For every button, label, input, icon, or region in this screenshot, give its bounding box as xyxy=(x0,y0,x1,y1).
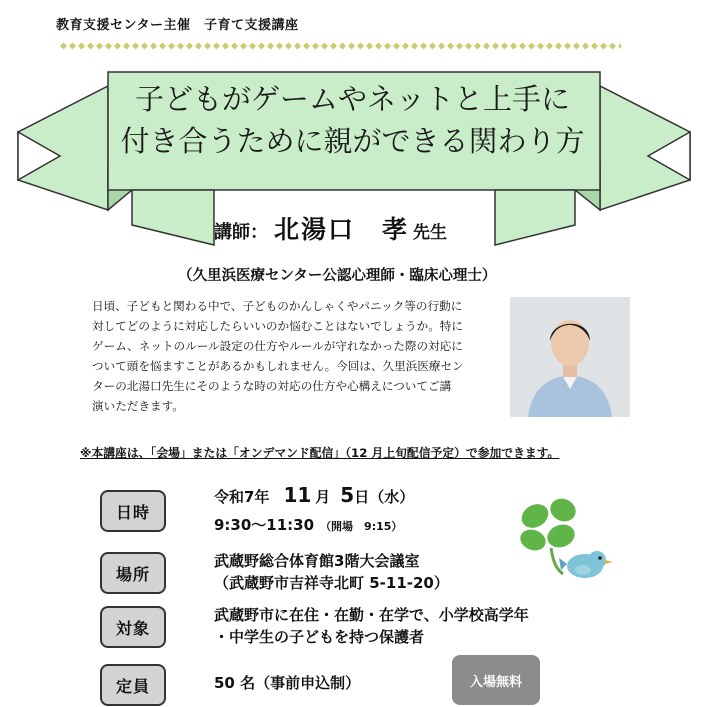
divider-dot xyxy=(582,43,589,50)
time-range: 9:30～11:30 xyxy=(214,516,315,534)
lecturer-name: 北湯口 孝 xyxy=(274,215,410,244)
target-line-2: ・中学生の子どもを持つ保護者 xyxy=(214,628,425,646)
divider-dot xyxy=(429,43,436,50)
divider-dot xyxy=(528,43,535,50)
divider-dot xyxy=(303,43,310,50)
divider-dot xyxy=(321,43,328,50)
divider-dot xyxy=(330,43,337,50)
divider-dot xyxy=(537,43,544,50)
divider-dot xyxy=(276,43,283,50)
divider-dot xyxy=(132,43,139,50)
description-line: ゲーム、ネットのルール設定の仕方やルールが守れなかった際の対応に xyxy=(92,339,463,353)
divider-dot xyxy=(465,43,472,50)
divider-dot xyxy=(312,43,319,50)
divider-dot xyxy=(618,43,621,50)
title-line-1: 子どもがゲームやネットと上手に xyxy=(134,82,570,116)
divider-dot xyxy=(573,43,580,50)
label-target: 対象 xyxy=(100,606,166,648)
title-line-2: 付き合うために親ができる関わり方 xyxy=(120,124,585,158)
divider-dot xyxy=(87,43,94,50)
divider-dot xyxy=(231,43,238,50)
date-month: 月 xyxy=(315,488,331,506)
date-day-num: 5 xyxy=(340,483,355,507)
divider-dot xyxy=(609,43,616,50)
place-address: （武蔵野市吉祥寺北町 5-11-20） xyxy=(214,574,449,592)
divider-dot xyxy=(600,43,607,50)
divider-dot xyxy=(456,43,463,50)
label-capacity: 定員 xyxy=(100,664,166,706)
divider-dot xyxy=(546,43,553,50)
lecturer-honorific: 先生 xyxy=(413,223,448,243)
divider-dot xyxy=(294,43,301,50)
event-title xyxy=(100,78,605,162)
divider-dot xyxy=(240,43,247,50)
divider-dot xyxy=(150,43,157,50)
divider-dot xyxy=(285,43,292,50)
description-line: 対してどのように対応したらいいのか悩むことはないでしょうか。特に xyxy=(92,319,464,333)
place-info xyxy=(214,550,449,594)
date-month-num: 11 xyxy=(283,483,312,507)
divider-dot xyxy=(249,43,256,50)
divider-dot xyxy=(159,43,166,50)
free-admission-badge: 入場無料 xyxy=(452,655,540,705)
capacity-value: 50 名（事前申込制） xyxy=(214,674,361,692)
divider-dot xyxy=(105,43,112,50)
divider-dot xyxy=(96,43,103,50)
target-line-1: 武蔵野市に在住・在勤・在学で、小学校高学年 xyxy=(214,606,529,624)
divider-dot xyxy=(357,43,364,50)
divider-dot xyxy=(222,43,229,50)
divider-dot xyxy=(402,43,409,50)
divider-dot xyxy=(492,43,499,50)
divider-dot xyxy=(195,43,202,50)
dotted-divider xyxy=(56,40,621,52)
description-line: 演いただきます。 xyxy=(92,399,184,413)
divider-dot xyxy=(447,43,454,50)
date-era: 令和7年 xyxy=(214,488,270,506)
divider-dot xyxy=(114,43,121,50)
divider-dot xyxy=(519,43,526,50)
divider-dot xyxy=(258,43,265,50)
divider-dot xyxy=(177,43,184,50)
divider-dot xyxy=(501,43,508,50)
description-text xyxy=(92,296,500,416)
divider-dot xyxy=(78,43,85,50)
divider-dot xyxy=(267,43,274,50)
description-line: ついて頭を悩ますことがあるかもしれません。今回は、久里浜医療セン xyxy=(92,359,464,373)
divider-dot xyxy=(213,43,220,50)
open-time: （開場 9:15） xyxy=(320,520,403,533)
divider-dot xyxy=(411,43,418,50)
label-datetime: 日時 xyxy=(100,490,166,532)
datetime-info xyxy=(214,484,414,538)
divider-dot xyxy=(168,43,175,50)
divider-dot xyxy=(204,43,211,50)
divider-dot xyxy=(366,43,373,50)
divider-dot xyxy=(339,43,346,50)
divider-dot xyxy=(555,43,562,50)
divider-dot xyxy=(69,43,76,50)
divider-dot xyxy=(393,43,400,50)
lecturer-photo xyxy=(510,297,630,417)
date-day: 日（水） xyxy=(354,488,415,506)
lecturer-label: 講師： xyxy=(214,222,268,243)
clover-bird-illustration xyxy=(505,490,625,590)
divider-dot xyxy=(375,43,382,50)
divider-dot xyxy=(483,43,490,50)
divider-dot xyxy=(510,43,517,50)
description-line: 日頃、子どもと関わる中で、子どものかんしゃくやパニック等の行動に xyxy=(92,299,463,313)
divider-dot xyxy=(123,43,130,50)
divider-dot xyxy=(438,43,445,50)
lecturer-affiliation: （久里浜医療センター公認心理師・臨床心理士） xyxy=(178,268,497,284)
divider-dot xyxy=(348,43,355,50)
divider-dot xyxy=(591,43,598,50)
place-name: 武蔵野総合体育館3階大会議室 xyxy=(214,552,420,570)
divider-dot xyxy=(60,43,67,50)
divider-dot xyxy=(474,43,481,50)
description-line: ターの北湯口先生にそのような時の対応の仕方や心構えについてご講 xyxy=(92,379,452,393)
divider-dot xyxy=(384,43,391,50)
divider-dot xyxy=(420,43,427,50)
divider-dot xyxy=(186,43,193,50)
lecturer-line xyxy=(214,210,447,246)
divider-dot xyxy=(141,43,148,50)
target-info xyxy=(214,604,529,648)
organizer-header: 教育支援センター主催 子育て支援講座 xyxy=(56,18,299,33)
attendance-note: ※本講座は、「会場」または「オンデマンド配信」（12 月上旬配信予定）で参加できます。 xyxy=(80,446,560,460)
divider-dot xyxy=(564,43,571,50)
label-place: 場所 xyxy=(100,552,166,594)
